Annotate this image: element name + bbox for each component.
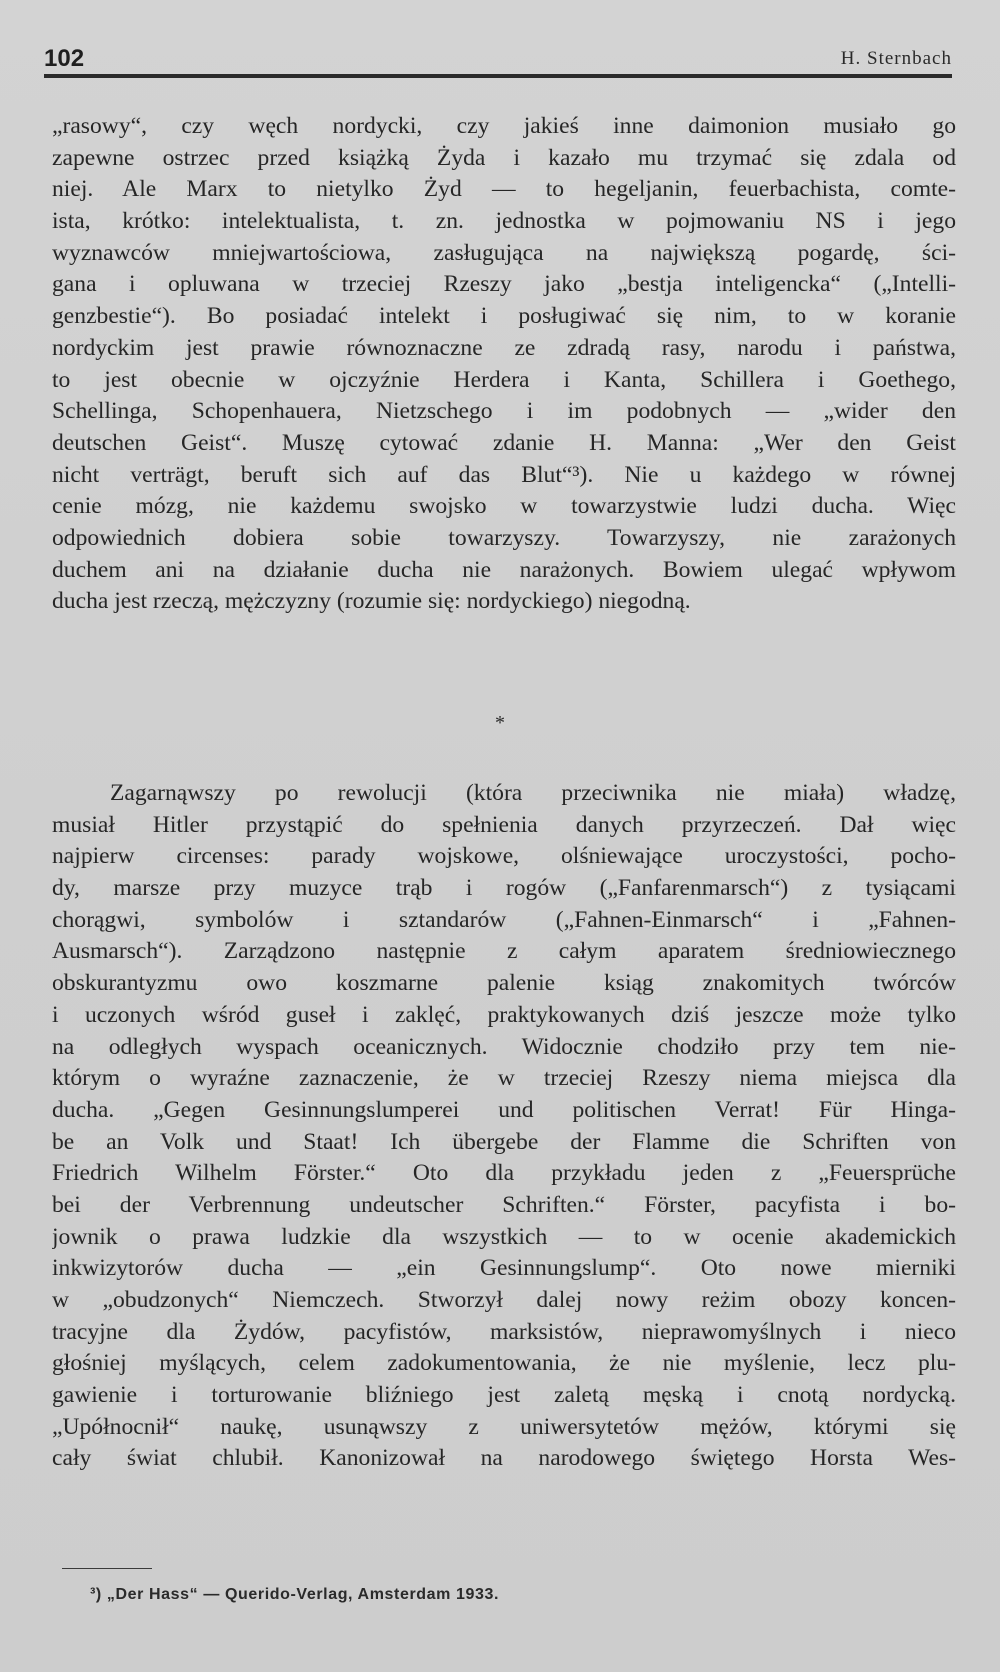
- header-rule: [44, 74, 952, 78]
- text-line: ista, krótko: intelektualista, t. zn. jednostka w pojmowaniu NS i jego: [52, 208, 956, 235]
- text-line: deutschen Geist“. Muszę cytować zdanie H. Manna: „Wer den Geist: [52, 429, 956, 456]
- text-line: Zagarnąwszy po rewolucji (która przeciwnika nie miała) władzę,: [110, 780, 956, 806]
- text-line: „rasowy“, czy węch nordycki, czy jakieś inne daimonion musiało go: [52, 113, 956, 139]
- text-line: cenie mózg, nie każdemu swojsko w towarzystwie ludzi ducha. Więc: [52, 493, 956, 520]
- text-line: i uczonych wśród guseł i zaklęć, praktykowanych dziś jeszcze może tylko: [52, 1001, 956, 1028]
- running-head-author: H. Sternbach: [840, 48, 952, 69]
- text-line: jownik o prawa ludzkie dla wszystkich — to w ocenie akademickich: [52, 1223, 956, 1250]
- text-line: chorągwi, symbolów i sztandarów („Fahnen-Einmarsch“ i „Fahnen-: [52, 906, 956, 933]
- text-line: najpierw circenses: parady wojskowe, olśniewające uroczystości, pocho-: [52, 843, 956, 870]
- footnote-rule: [62, 1568, 152, 1569]
- text-line-with-footnote-ref: nicht verträgt, beruft sich auf das Blut“³). Nie u każdego w równej: [52, 461, 956, 488]
- text-line: nordyckim jest prawie równoznaczne ze zdradą rasy, narodu i państwa,: [52, 334, 956, 361]
- text-line: „Upółnocnił“ naukę, usunąwszy z uniwersytetów mężów, którymi się: [52, 1413, 956, 1440]
- text-line: którym o wyraźne zaznaczenie, że w trzeciej Rzeszy niema miejsca dla: [52, 1065, 956, 1092]
- running-header: [44, 40, 952, 76]
- text-line: zapewne ostrzec przed książką Żyda i kazało mu trzymać się zdala od: [52, 144, 956, 171]
- text-line: genzbestie“). Bo posiadać intelekt i posługiwać się nim, to w koranie: [52, 303, 956, 330]
- text-line: be an Volk und Staat! Ich übergebe der Flamme die Schriften von: [52, 1128, 956, 1155]
- text-line: obskurantyzmu owo koszmarne palenie ksiąg znakomitych twórców: [52, 970, 956, 997]
- text-line: duchem ani na działanie ducha nie narażonych. Bowiem ulegać wpływom: [52, 556, 956, 583]
- text-line: tracyjne dla Żydów, pacyfistów, marksistów, nieprawomyślnych i nieco: [52, 1318, 956, 1345]
- text-line: gana i opluwana w trzeciej Rzeszy jako „bestja inteligencka“ („Intelli-: [52, 271, 956, 298]
- footnote: ³) „Der Hass“ — Querido-Verlag, Amsterdam 1933.: [90, 1586, 500, 1603]
- text-line: ducha jest rzeczą, mężczyzny (rozumie się: nordyckiego) niegodną.: [52, 588, 691, 615]
- text-line: Schellinga, Schopenhauera, Nietzschego i im podobnych — „wider den: [52, 398, 956, 425]
- text-line: inkwizytorów ducha — „ein Gesinnungslump“. Oto nowe mierniki: [52, 1255, 956, 1282]
- text-line: to jest obecnie w ojczyźnie Herdera i Kanta, Schillera i Goethego,: [52, 366, 956, 393]
- text-line: głośniej myślących, celem zadokumentowania, że nie myślenie, lecz plu-: [52, 1350, 956, 1377]
- paragraph-2: [52, 778, 956, 1475]
- text-line: na odległych wyspach oceanicznych. Widocznie chodziło przy tem nie-: [52, 1033, 956, 1060]
- text-line: bei der Verbrennung undeutscher Schriften.“ Förster, pacyfista i bo-: [52, 1191, 956, 1218]
- page-number: 102: [44, 45, 85, 72]
- text-line: Friedrich Wilhelm Förster.“ Oto dla przykładu jeden z „Feuersprüche: [52, 1160, 956, 1187]
- text-line: w „obudzonych“ Niemczech. Stworzył dalej nowy reżim obozy koncen-: [52, 1287, 956, 1313]
- text-line: musiał Hitler przystąpić do spełnienia danych przyrzeczeń. Dał więc: [52, 811, 956, 838]
- text-line: ducha. „Gegen Gesinnungslumperei und politischen Verrat! Für Hinga-: [52, 1096, 956, 1123]
- text-line: cały świat chlubił. Kanonizował na narodowego świętego Horsta Wes-: [52, 1445, 956, 1472]
- text-line: dy, marsze przy muzyce trąb i rogów („Fanfarenmarsch“) z tysiącami: [52, 875, 956, 902]
- text-line: gawienie i torturowanie bliźniego jest zaletą męską i cnotą nordycką.: [52, 1382, 956, 1409]
- text-line: odpowiednich dobiera sobie towarzyszy. Towarzyszy, nie zarażonych: [52, 524, 956, 551]
- text-line: Ausmarsch“). Zarządzono następnie z całym aparatem średniowiecznego: [52, 938, 956, 965]
- paragraph-1: [52, 111, 956, 618]
- text-line: wyznawców mniejwartościowa, zasługująca na największą pogardę, ści-: [52, 239, 956, 266]
- text-line: niej. Ale Marx to nietylko Żyd — to hegeljanin, feuerbachista, comte-: [52, 176, 956, 203]
- section-separator-asterisk: *: [495, 712, 505, 734]
